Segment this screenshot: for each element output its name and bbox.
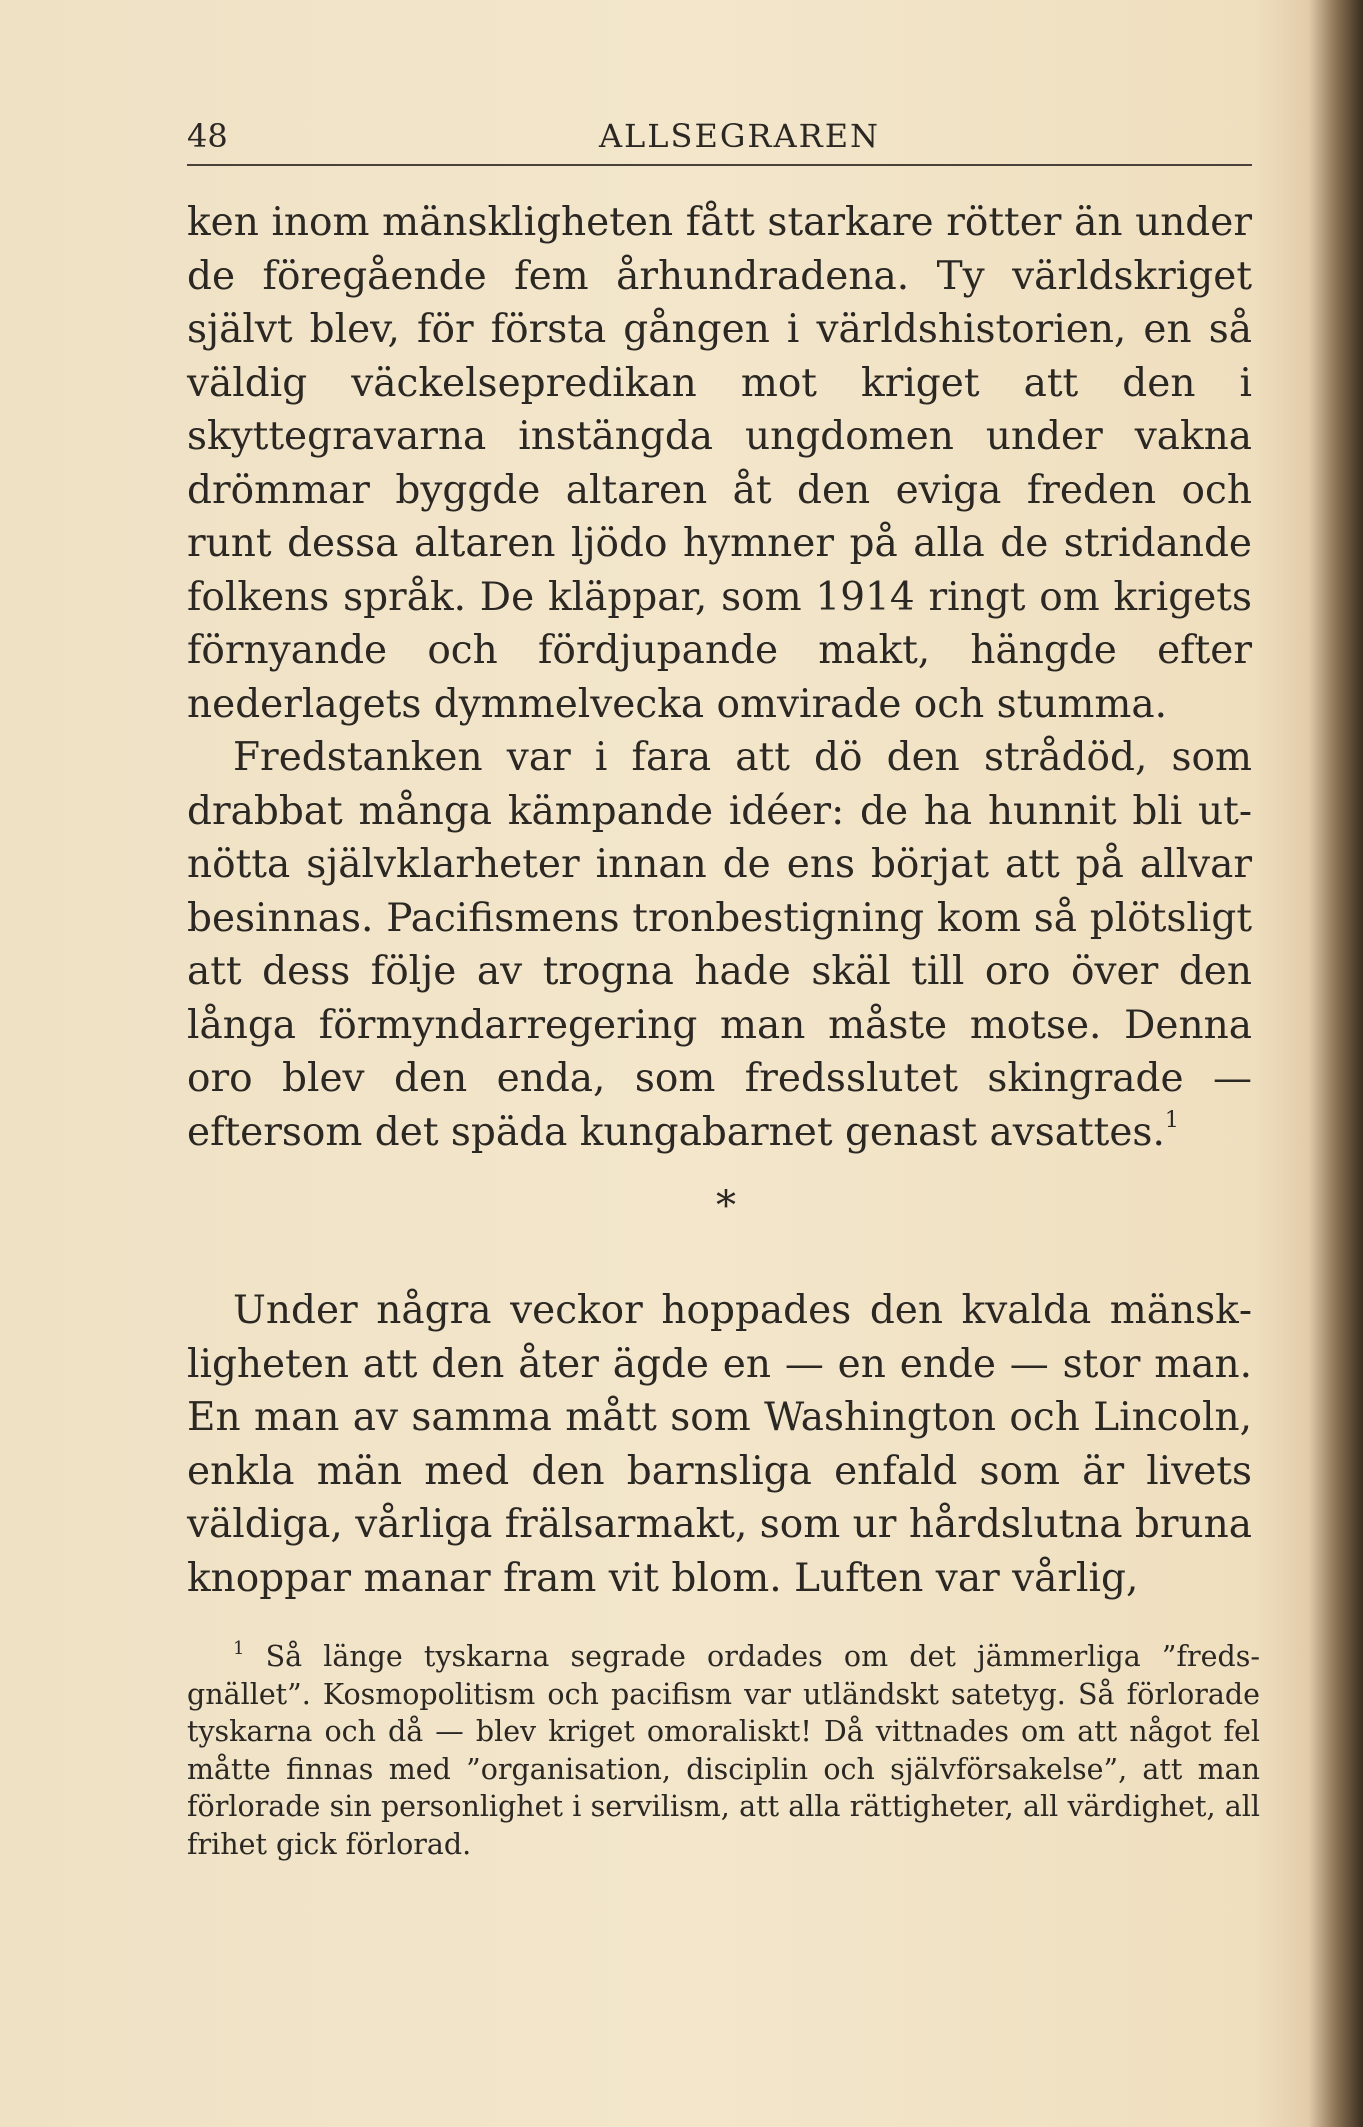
section-divider-asterisk: * [716,1183,736,1229]
page-header [187,108,1252,166]
section-2-text [187,1284,1252,1605]
paragraph-1: ken inom mänskligheten fått starkare rötter än under de föregående fem århundradena. Ty världskriget självt blev, för första gången i världshistorien, en så väldig väckelsepredikan mot kriget att den i skyttegravarna instängda ungdomen under vakna drömmar byggde altaren åt den eviga freden och runt dessa altaren ljödo hymner på alla de stridande folkens språk. De kläppar, som 1914 ringt om krigets förnyande och fördjupande makt, hängde efter nederlagets dymmelvecka omvirade och stumma. [187,200,1252,727]
running-title: ALLSEGRAREN [598,117,881,155]
paragraph-2 [187,731,1252,1159]
paragraph-3: Under några veckor hoppades den kvalda mänskligheten att den åter ägde en — en ende — stor man. En man av samma mått som Washington och Lincoln, enkla män med den barnsliga enfald som är livets väldiga, vårliga frälsarmakt, som ur hårdslutna bruna knoppar manar fram vit blom. Luften var vårlig, [187,1288,1252,1601]
paragraph-2-text: Fredstanken var i fara att dö den strådöd, som drabbat många kämpande idéer: de ha hunnit bli utnötta självklarheter innan de ens börjat att på allvar besinnas. Pacifismens tronbestigning kom så plötsligt att dess följe av trogna hade skäl till oro över den långa förmyndarregering man måste motse. Denna oro blev den enda, som fredsslutet skingrade — eftersom det späda kungabarnet genast avsattes. [187,735,1252,1155]
footnote [187,1638,1260,1863]
footnote-reference: 1 [1164,1107,1179,1133]
footnote-paragraph [187,1638,1260,1863]
footnote-marker: 1 [233,1638,245,1659]
body-text [187,196,1252,1159]
footnote-text: Så länge tyskarna segrade ordades om det jämmerliga ”fredsgnället”. Kosmopolitism och pacifism var utländskt satetyg. Så förlorade tyskarna och då — blev kriget omoraliskt! Då vittnades om att något fel måtte finnas med ”organisation, disciplin och självförsakelse”, att man förlorade sin personlighet i servilism, att alla rättigheter, all värdighet, all frihet gick förlorad. [187,1640,1260,1861]
page-number: 48 [187,117,228,155]
